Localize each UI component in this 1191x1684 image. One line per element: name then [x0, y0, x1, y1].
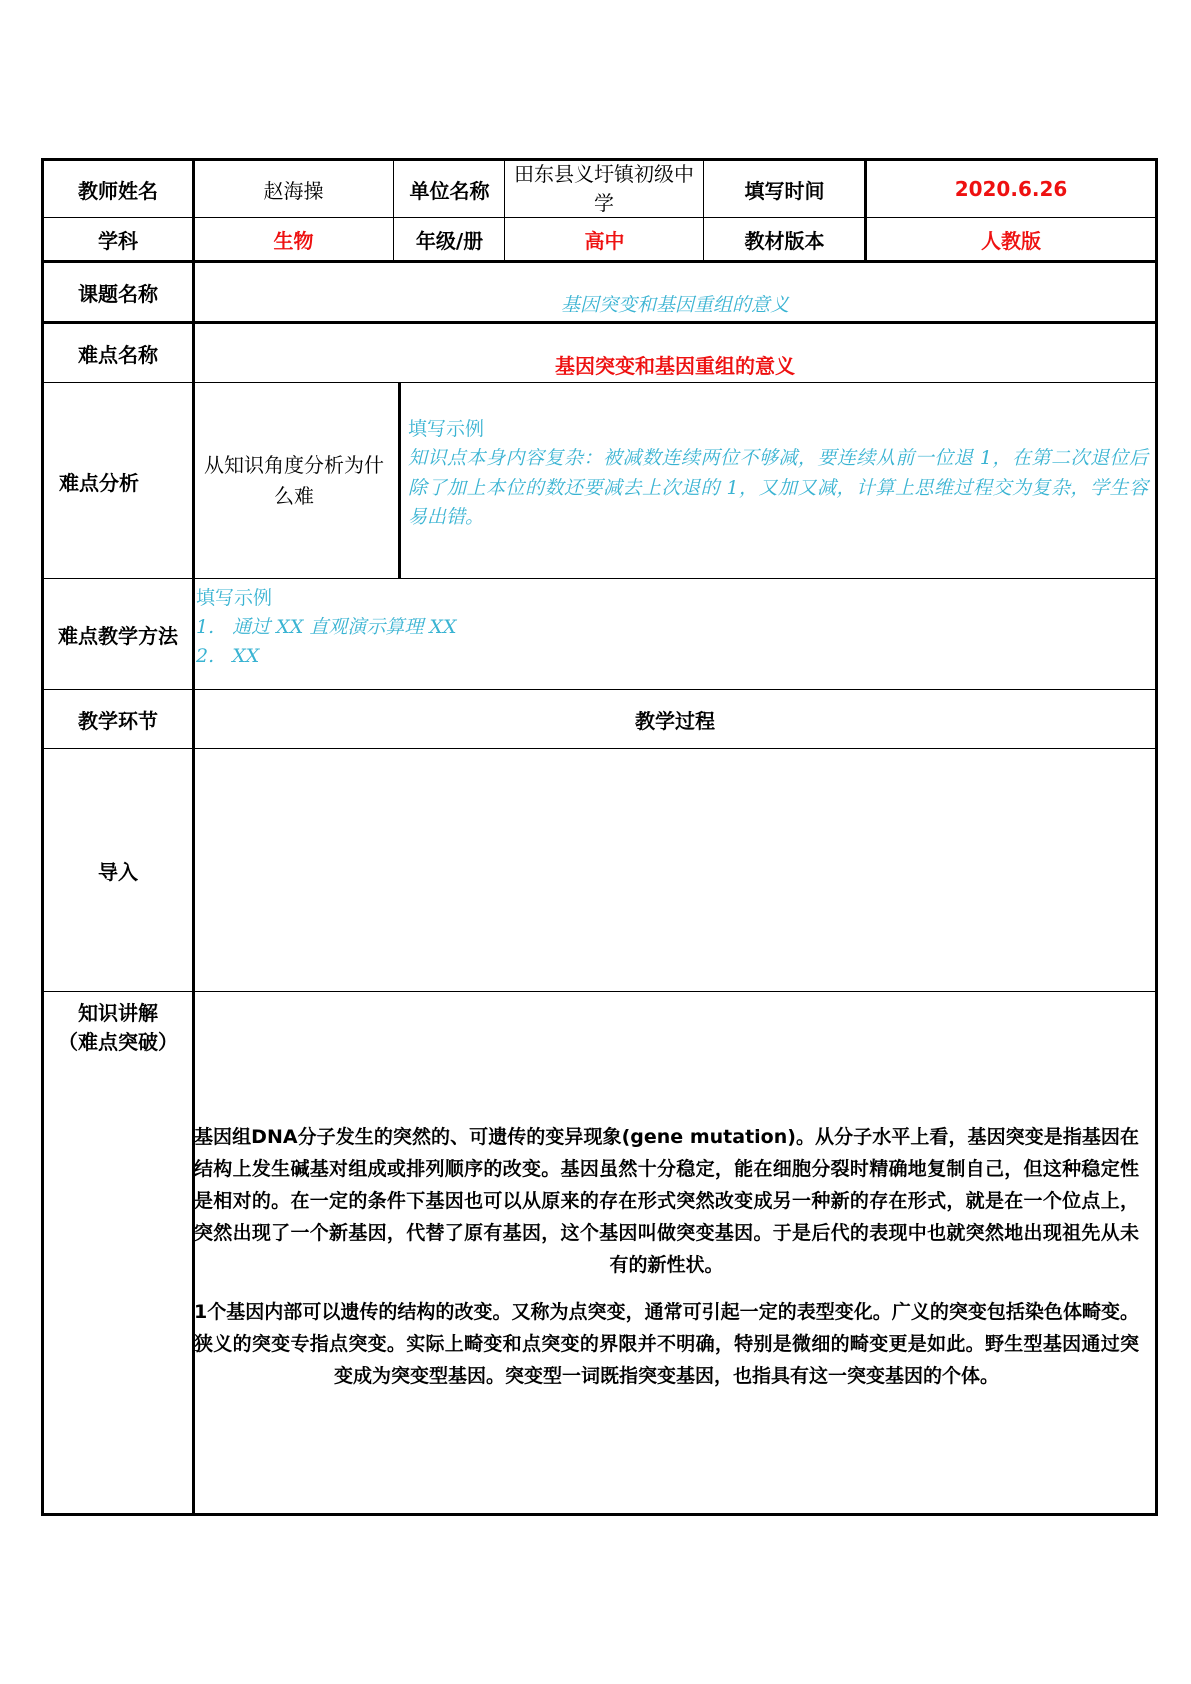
knowledge-label-line2: （难点突破） — [58, 1030, 178, 1054]
topic-value: 基因突变和基因重组的意义 — [560, 293, 789, 316]
row-divider — [44, 321, 1155, 324]
analysis-label: 难点分析 — [59, 470, 139, 495]
knowledge-paragraph: 1个基因内部可以遗传的结构的改变。又称为点突变，通常可引起一定的表型变化。广义的突变包括染色体畸变。狭义的突变专指点突变。实际上畸变和点突变的界限并不明确，特别是微细的畸变更是如此。野生型基因通过突变成为突变型基因。突变型一词既指突变基因，也指具有这一突变基因的个体。 — [194, 1301, 1139, 1387]
knowledge-paragraph: 基因组DNA分子发生的突然的、可遗传的变异现象(gene mutation)。从分子水平上看，基因突变是指基因在结构上发生碱基对组成或排列顺序的改变。基因虽然十分稳定，能在细胞分裂时精确地复制自己，但这种稳定性是相对的。在一定的条件下基因也可以从原来的存在形式突然改变成另一种新的存在形式，就是在一个位点上，突然出现了一个新基因，代替了原有基因，这个基因叫做突变基因。于是后代的表现中也就突然地出现祖先从未有的新性状。 — [194, 1126, 1139, 1276]
grade-label: 年级/册 — [415, 228, 484, 253]
teacher-name-label: 教师姓名 — [78, 178, 158, 203]
method-item: 1. 通过 XX 直观演示算理 XX — [196, 616, 457, 638]
column-divider — [504, 161, 505, 260]
lesson-plan-table — [41, 158, 1158, 1516]
method-label: 难点教学方法 — [58, 624, 178, 648]
row-divider — [44, 260, 1155, 263]
knowledge-label — [44, 999, 192, 1057]
teaching-stage-label: 教学环节 — [78, 709, 158, 733]
teaching-process-label: 教学过程 — [635, 709, 715, 733]
edition-label: 教材版本 — [744, 228, 825, 253]
analysis-example-text: 知识点本身内容复杂：被减数连续两位不够减，要连续从前一位退 1，在第二次退位后除了加上本位的数还要减去上次退的 1，又加又减，计算上思维过程交为复杂，学生容易出错。 — [408, 447, 1148, 528]
method-item: 2. XX — [196, 645, 260, 667]
subject-label: 学科 — [98, 228, 138, 253]
analysis-example-title: 填写示例 — [408, 418, 485, 440]
row-divider — [44, 689, 1155, 690]
fill-date-value: 2020.6.26 — [954, 177, 1068, 201]
edition-value: 人教版 — [981, 228, 1041, 253]
fill-date-label: 填写时间 — [744, 178, 825, 203]
grade-value: 高中 — [584, 228, 625, 253]
analysis-sub-label: 从知识角度分析为什么难 — [204, 453, 384, 508]
unit-name-label: 单位名称 — [409, 178, 490, 203]
method-example — [196, 584, 1096, 671]
topic-label: 课题名称 — [78, 281, 158, 306]
subject-value: 生物 — [273, 228, 314, 253]
unit-name-value: 田东县义圩镇初级中学 — [514, 162, 694, 215]
method-example-title: 填写示例 — [196, 587, 273, 609]
knowledge-label-line1: 知识讲解 — [78, 1001, 158, 1025]
column-divider — [398, 382, 401, 578]
row-divider — [44, 748, 1155, 749]
difficulty-label: 难点名称 — [78, 342, 158, 367]
row-divider — [44, 991, 1155, 992]
intro-label: 导入 — [98, 860, 138, 884]
column-divider — [393, 161, 394, 260]
difficulty-value: 基因突变和基因重组的意义 — [555, 353, 795, 378]
column-divider — [703, 161, 704, 260]
row-divider — [44, 382, 1155, 383]
analysis-example — [408, 415, 1148, 533]
row-divider — [44, 578, 1155, 579]
teacher-name-value: 赵海操 — [263, 178, 324, 203]
